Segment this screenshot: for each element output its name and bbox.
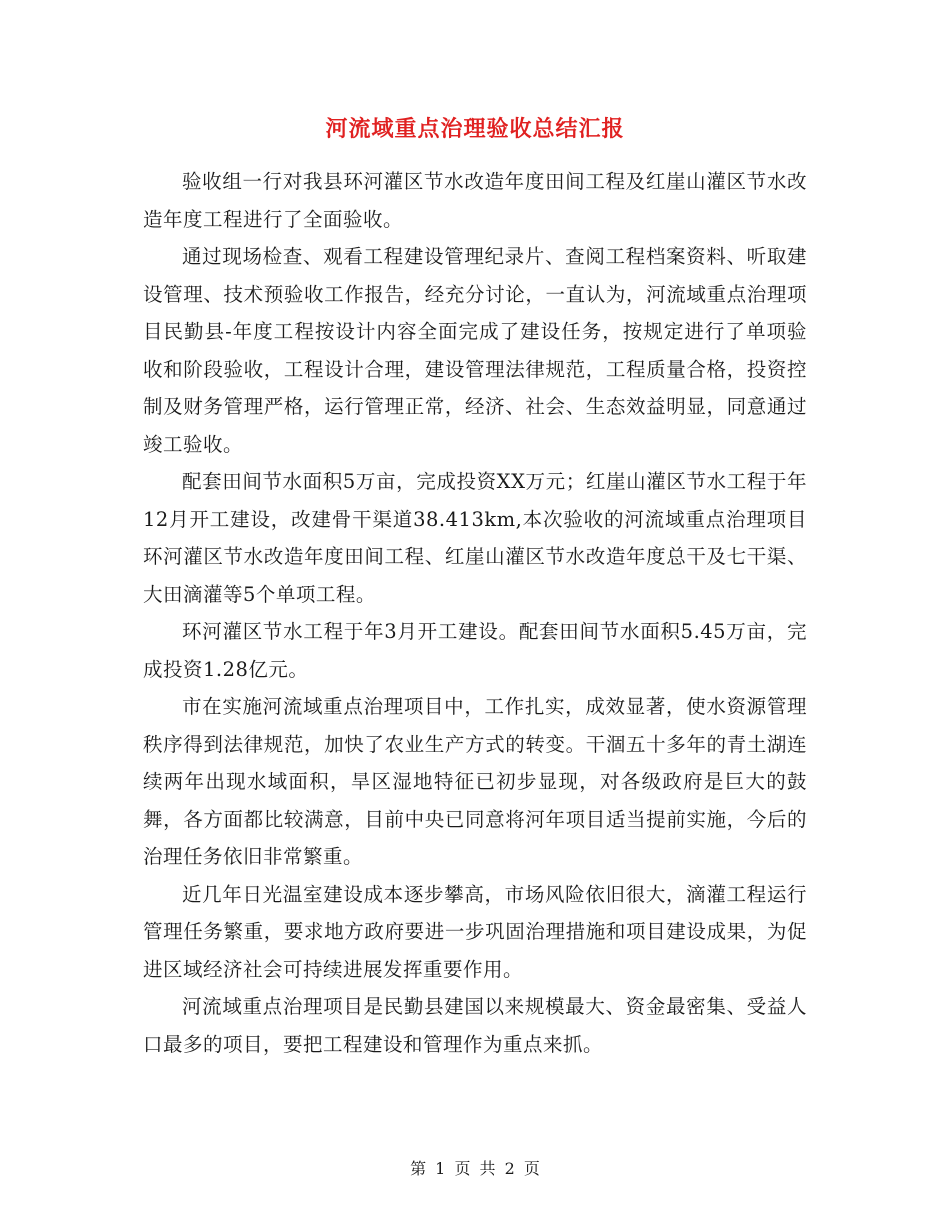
paragraph: 通过现场检查、观看工程建设管理纪录片、查阅工程档案资料、听取建设管理、技术预验收工作报告，经充分讨论，一直认为，河流域重点治理项目民勤县-年度工程按设计内容全面完成了建设任务，按规定进行了单项验收和阶段验收，工程设计合理，建设管理法律规范，工程质量合格，投资控制及财务管理严格，运行管理正常，经济、社会、生态效益明显，同意通过竣工验收。 <box>143 245 807 456</box>
paragraph: 近几年日光温室建设成本逐步攀高，市场风险依旧很大，滴灌工程运行管理任务繁重，要求地方政府要进一步巩固治理措施和项目建设成果，为促进区域经济社会可持续进展发挥重要作用。 <box>143 882 807 981</box>
paragraph: 配套田间节水面积5万亩，完成投资XX万元；红崖山灌区节水工程于年12月开工建设，改建骨干渠道38.413km,本次验收的河流域重点治理项目环河灌区节水改造年度田间工程、红崖山灌区节水改造年度总干及七干渠、大田滴灌等5个单项工程。 <box>143 470 807 606</box>
paragraph: 验收组一行对我县环河灌区节水改造年度田间工程及红崖山灌区节水改造年度工程进行了全面验收。 <box>143 170 807 231</box>
page-number-footer: 第 1 页 共 2 页 <box>410 1159 540 1178</box>
paragraph: 环河灌区节水工程于年3月开工建设。配套田间节水面积5.45万亩，完成投资1.28亿元。 <box>143 620 807 681</box>
paragraph: 市在实施河流域重点治理项目中，工作扎实，成效显著，使水资源管理秩序得到法律规范，加快了农业生产方式的转变。干涸五十多年的青土湖连续两年出现水域面积，旱区湿地特征已初步显现，对各级政府是巨大的鼓舞，各方面都比较满意，目前中央已同意将河年项目适当提前实施，今后的治理任务依旧非常繁重。 <box>143 695 807 868</box>
paragraph: 河流域重点治理项目是民勤县建国以来规模最大、资金最密集、受益人口最多的项目，要把工程建设和管理作为重点来抓。 <box>143 995 807 1056</box>
document-body <box>143 163 807 1063</box>
document-title: 河流域重点治理验收总结汇报 <box>325 116 625 142</box>
